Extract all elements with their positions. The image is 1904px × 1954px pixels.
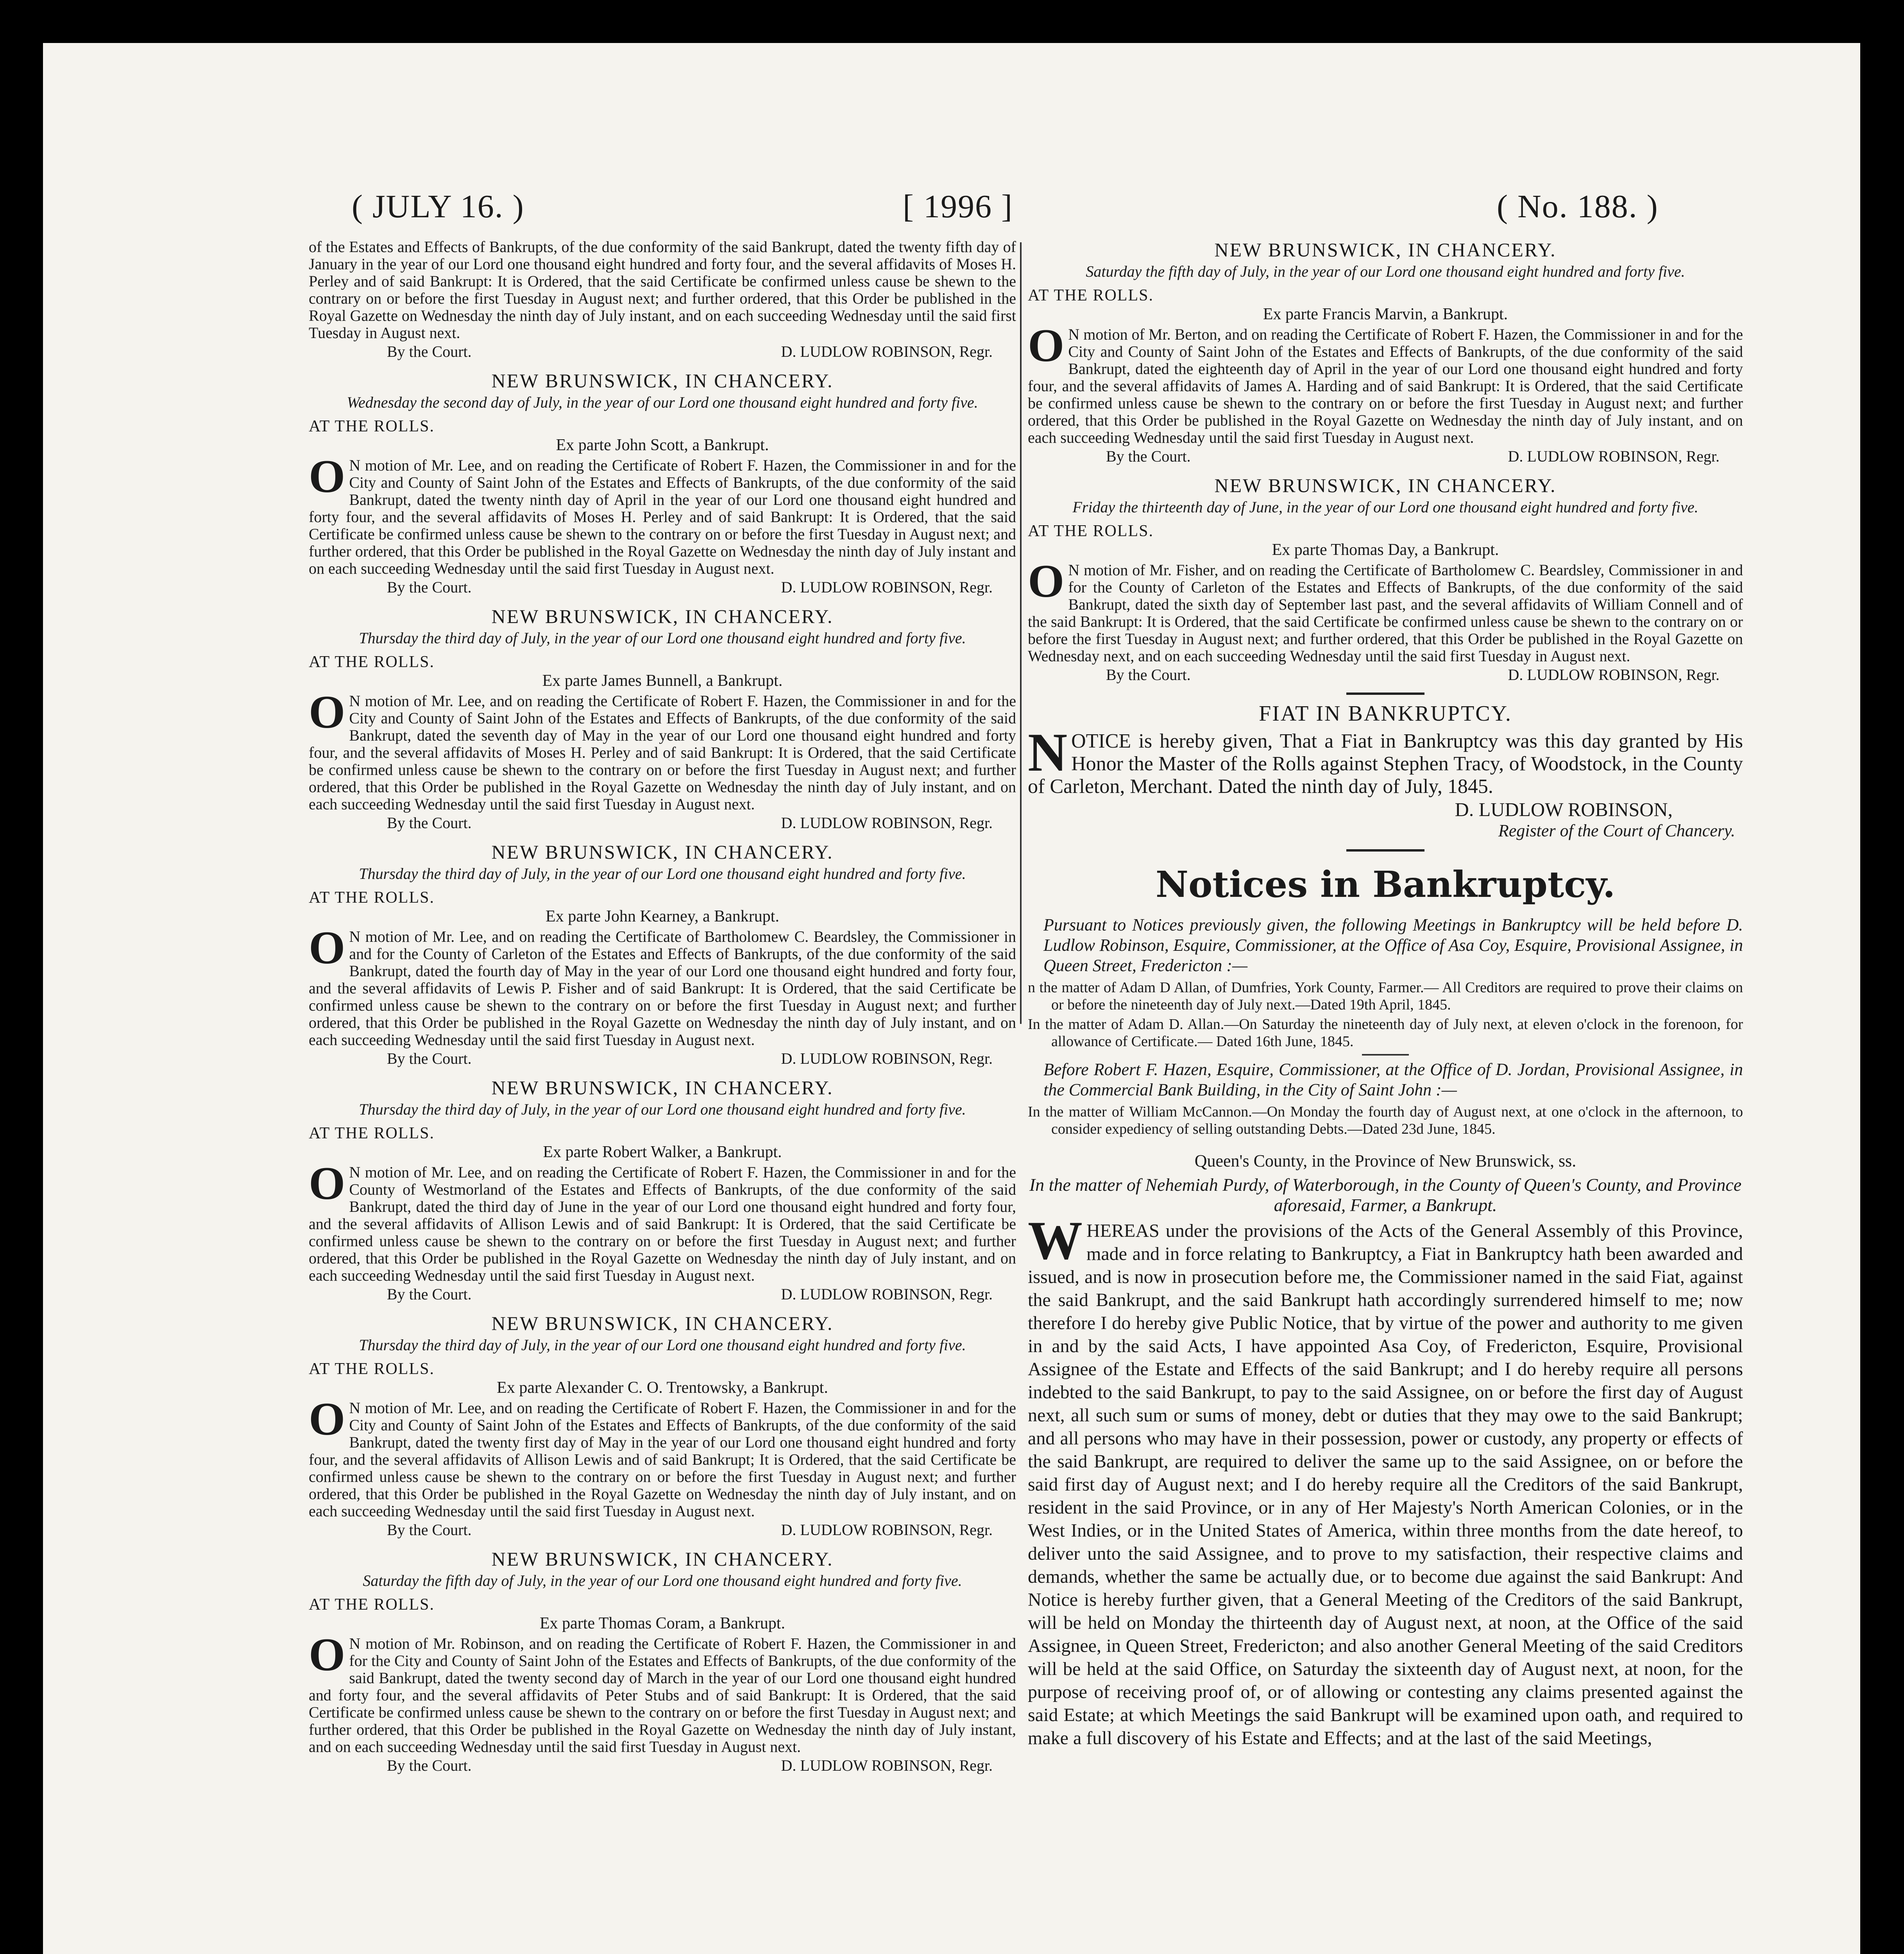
notice-body: ON motion of Mr. Lee, and on reading the Certificate of Bartholomew C. Beardsley, the Commissioner in and for the County of Carleton of the Estates and Effects of Bankrupts, of the due conformity of the said Bankrupt, dated the fourth day of May in the year of our Lord one thousand eight hundred and forty four, and the several affidavits of Lewis P. Fisher and of said Bankrupt: It is Ordered, that the said Certificate be confirmed unless cause be shewn to the contrary on or before the first Tuesday in August next; and further ordered, that this Order be published in the Royal Gazette on Wednesday the ninth day of July instant, and on each succeeding Wednesday until the said first Tuesday in August next. [309,922,1016,1049]
notice-body: ON motion of Mr. Robinson, and on reading the Certificate of Robert F. Hazen, the Commissioner in and for the City and County of Saint John of the Estates and Effects of Bankrupts, of the due conformity of the said Bankrupt, dated the twenty second day of March in the year of our Lord one thousand eight hundred and forty four, and the several affidavits of Peter Stubs and of said Bankrupt: It is Ordered, that the said Certificate be confirmed unless cause be shewn to the contrary on or before the first Tuesday in August next; and further ordered, that this Order be published in the Royal Gazette on Wednesday the ninth day of July instant, and on each succeeding Wednesday until the said first Tuesday in August next. [309,1628,1016,1755]
notice-date: Thursday the third day of July, in the year of our Lord one thousand eight hundred and forty five. [359,1336,966,1354]
notice-heading: NEW BRUNSWICK, IN CHANCERY. [491,1077,834,1099]
notice-rolls: AT THE ROLLS. [1028,286,1154,304]
notice-heading: NEW BRUNSWICK, IN CHANCERY. [491,1312,834,1334]
by-court: By the Court. [387,814,472,832]
notice-rolls: AT THE ROLLS. [309,653,435,671]
header-issue-number: ( No. 188. ) [1497,188,1659,225]
notice-signature [309,1285,1016,1303]
fiat-signature-title: Register of the Court of Chancery. [1498,821,1735,840]
notice-date: Thursday the third day of July, in the year of our Lord one thousand eight hundred and forty five. [359,865,966,882]
notice-body: of the Estates and Effects of Bankrupts, of the due conformity of the said Bankrupt, dated the twenty fifth day of January in the year of our Lord one thousand eight hundred and forty four, and the several affidavits of Moses H. Perley and of said Bankrupt: It is Ordered, that the said Certificate be confirmed unless cause be shewn to the contrary on or before the first Tuesday in August next; and further ordered, that this Order be published in the Royal Gazette on Wednesday the ninth day of July instant, and on each succeeding Wednesday until the said first Tuesday in August next. [309,238,1016,342]
notice-date: Wednesday the second day of July, in the year of our Lord one thousand eight hundred and forty five. [347,394,978,411]
notice-heading: NEW BRUNSWICK, IN CHANCERY. [491,370,834,392]
chancery-notice [309,1548,1016,1775]
notice-signature [309,814,1016,832]
fiat-signature: D. LUDLOW ROBINSON, [1455,798,1673,820]
by-court: By the Court. [1106,666,1191,684]
right-column [1028,238,1743,1954]
notice-ex-parte: Ex parte Thomas Coram, a Bankrupt. [540,1614,785,1632]
registrar: D. LUDLOW ROBINSON, Regr. [781,578,993,596]
notice-body: ON motion of Mr. Berton, and on reading the Certificate of Robert F. Hazen, the Commissioner in and for the City and County of Saint John of the Estates and Effects of Bankrupts, of the due conformity of the said Bankrupt, dated the eighteenth day of April in the year of our Lord one thousand eight hundred and forty four, and the several affidavits of James A. Harding and of said Bankrupt: It is Ordered, that the said Certificate be confirmed unless cause be shewn to the contrary on or before the first Tuesday in August next; and further ordered, that this Order be published in the Royal Gazette on Wednesday the ninth day of July instant, and on each succeeding Wednesday until the said first Tuesday in August next. [1028,319,1743,446]
notice-date: Saturday the fifth day of July, in the year of our Lord one thousand eight hundred and forty five. [363,1572,962,1589]
notice-date: Saturday the fifth day of July, in the year of our Lord one thousand eight hundred and forty five. [1086,263,1685,280]
bankruptcy-intro: Pursuant to Notices previously given, the following Meetings in Bankruptcy will be held before D. Ludlow Robinson, Esquire, Commissioner, at the Office of Asa Coy, Esquire, Provisional Assignee, in Queen Street, Fredericton :— [1043,915,1743,975]
bankruptcy-intro-2: Before Robert F. Hazen, Esquire, Commissioner, at the Office of D. Jordan, Provisional Assignee, in the Commercial Bank Building, in the City of Saint John :— [1043,1060,1743,1099]
notice-ex-parte: Ex parte Robert Walker, a Bankrupt. [543,1143,782,1161]
registrar: D. LUDLOW ROBINSON, Regr. [781,1050,993,1067]
chancery-notice [309,1076,1016,1303]
fiat-title: FIAT IN BANKRUPTCY. [1259,701,1512,726]
registrar: D. LUDLOW ROBINSON, Regr. [781,343,993,360]
left-column [309,238,1016,1954]
notice-rolls: AT THE ROLLS. [309,1124,435,1142]
chancery-notice [1028,474,1743,684]
notice-rolls: AT THE ROLLS. [309,889,435,907]
fiat-notice [1028,701,1743,841]
bankruptcy-entry: n the matter of Adam D Allan, of Dumfries, York County, Farmer.— All Creditors are required to prove their claims on or before the nineteenth day of July next.—Dated 19th April, 1845. [1028,979,1743,1013]
notice-signature [309,1049,1016,1068]
section-rule [1346,692,1424,695]
county-body: WHEREAS under the provisions of the Acts of the General Assembly of this Province, made and in force relating to Bankruptcy, a Fiat in Bankruptcy hath been awarded and issued, and is now in prosecution before me, the Commissioner named in the said Fiat, against the said Bankrupt, and the said Bankrupt hath accordingly surrendered himself to me; now therefore I do hereby give Public Notice, that by virtue of the power and authority to me given in and by the said Acts, I have appointed Asa Coy, of Fredericton, Esquire, Provisional Assignee of the Estate and Effects of the said Bankrupt; and I do hereby require all persons indebted to the said Bankrupt, to pay to the said Assignee, on or before the first day of August next, all such sum or sums of money, debt or duties that they may owe to the said Bankrupt; and all persons who may have in their possession, power or custody, any property or effects of the said Bankrupt, are required to deliver the same up to the said Assignee, on or before the said first day of August next; and I do hereby require all the Creditors of the said Bankrupt, resident in the said Province, or in any of Her Majesty's North American Colonies, or in the West Indies, or in the United States of America, within three months from the date hereof, to deliver unto the said Assignee, and to prove to my satisfaction, their respective claims and demands, whether the same be actually due, or to become due against the said Bankrupt: And Notice is hereby further given, that a General Meeting of the Creditors of the said Bankrupt, will be held on Monday the thirteenth day of August next, at noon, at the Office of the said Assignee, in Queen Street, Fredericton; and also another General Meeting of the said Creditors will be held at the said Office, on Saturday the sixteenth day of August next, at noon, for the purpose of receiving proof of, or of allowing or contesting any claims presented against the said Estate; at which Meetings the said Bankrupt will be examined upon oath, and required to make a full discovery of his Estate and Effects; and at the last of the said Meetings, [1028,1210,1743,1748]
notice-body: ON motion of Mr. Lee, and on reading the Certificate of Robert F. Hazen, the Commissioner in and for the City and County of Saint John of the Estates and Effects of Bankrupts, of the due conformity of the said Bankrupt, dated the seventh day of May in the year of our Lord one thousand eight hundred and forty four, and the several affidavits of Moses H. Perley and of said Bankrupt: It is Ordered, that the said Certificate be confirmed unless cause be shewn to the contrary on or before the first Tuesday in August next; and further ordered, that this Order be published in the Royal Gazette on Wednesday the ninth day of July instant, and on each succeeding Wednesday until the said first Tuesday in August next. [309,686,1016,813]
notice-signature [1028,447,1743,465]
header-date: ( JULY 16. ) [352,188,524,225]
registrar: D. LUDLOW ROBINSON, Regr. [781,814,993,832]
chancery-notice [309,369,1016,596]
by-court: By the Court. [387,1521,472,1539]
notice-heading: NEW BRUNSWICK, IN CHANCERY. [1214,474,1557,496]
by-court: By the Court. [1106,447,1191,465]
notice-date: Thursday the third day of July, in the year of our Lord one thousand eight hundred and forty five. [359,1100,966,1118]
notice-rolls: AT THE ROLLS. [309,1596,435,1614]
notice-heading: NEW BRUNSWICK, IN CHANCERY. [491,841,834,863]
by-court: By the Court. [387,1285,472,1303]
notice-ex-parte: Ex parte Francis Marvin, a Bankrupt. [1263,305,1508,323]
entry-rule [1362,1054,1409,1056]
chancery-notice [1028,238,1743,465]
page-header [43,188,1860,246]
by-court: By the Court. [387,343,472,360]
notice-ex-parte: Ex parte Alexander C. O. Trentowsky, a Bankrupt. [497,1379,828,1397]
notice-signature [309,1521,1016,1539]
header-page-number: [ 1996 ] [903,188,1013,225]
notice-date: Thursday the third day of July, in the year of our Lord one thousand eight hundred and forty five. [359,629,966,647]
county-matter: In the matter of Nehemiah Purdy, of Waterborough, in the County of Queen's County, and Province aforesaid, Farmer, a Bankrupt. [1029,1175,1742,1215]
notice-rolls: AT THE ROLLS. [309,1360,435,1378]
registrar: D. LUDLOW ROBINSON, Regr. [1508,666,1720,684]
continued-notice [309,238,1016,361]
bankruptcy-entry: In the matter of William McCannon.—On Monday the fourth day of August next, at one o'clock in the afternoon, to consider expediency of selling outstanding Debts.—Dated 23d June, 1845. [1028,1104,1743,1137]
column-divider [1020,242,1022,1024]
notice-body: ON motion of Mr. Lee, and on reading the Certificate of Robert F. Hazen, the Commissioner in and for the City and County of Saint John of the Estates and Effects of Bankrupts, of the due conformity of the said Bankrupt, dated the twenty first day of May in the year of our Lord one thousand eight hundred and forty four, and the several affidavits of Allison Lewis and of said Bankrupt; It is Ordered, that the said Certificate be confirmed unless cause be shewn to the contrary on or before the first Tuesday in August next; and further ordered, that this Order be published in the Royal Gazette on Wednesday the ninth day of July instant, and on each succeeding Wednesday until the said first Tuesday in August next. [309,1393,1016,1520]
notice-ex-parte: Ex parte John Scott, a Bankrupt. [556,436,769,454]
notice-body: ON motion of Mr. Lee, and on reading the Certificate of Robert F. Hazen, the Commissioner in and for the County of Westmorland of the Estates and Effects of Bankrupts, of the due conformity of the said Bankrupt, dated the third day of June in the year of our Lord one thousand eight hundred and forty four, and the several affidavits of Allison Lewis and of said Bankrupt: It is Ordered, that the said Certificate be confirmed unless cause be shewn to the contrary on or before the first Tuesday in August next; and further ordered, that this Order be published in the Royal Gazette on Wednesday the ninth day of July instant, and on each succeeding Wednesday until the said first Tuesday in August next. [309,1157,1016,1284]
chancery-notice [309,1312,1016,1539]
notice-signature [309,342,1016,361]
notice-heading: NEW BRUNSWICK, IN CHANCERY. [491,1548,834,1570]
chancery-notice [309,605,1016,832]
registrar: D. LUDLOW ROBINSON, Regr. [781,1285,993,1303]
by-court: By the Court. [387,1757,472,1774]
by-court: By the Court. [387,578,472,596]
notice-rolls: AT THE ROLLS. [309,417,435,435]
bankruptcy-entry: In the matter of Adam D. Allan.—On Saturday the nineteenth day of July next, at eleven o'clock in the forenoon, for allowance of Certificate.— Dated 16th June, 1845. [1028,1016,1743,1050]
notice-body: ON motion of Mr. Fisher, and on reading the Certificate of Bartholomew C. Beardsley, Commissioner in and for the County of Carleton of the Estates and Effects of Bankrupts, of the due conformity of the said Bankrupt, dated the sixth day of September last past, and the several affidavits of William Connell and of the said Bankrupt: It is Ordered, that the said Certificate be confirmed unless cause be shewn to the contrary on or before the first Tuesday in August next; and further ordered, that this Order be published in the Royal Gazette on Wednesday next, and on each succeeding Wednesday until the said first Tuesday in August next. [1028,555,1743,665]
notice-date: Friday the thirteenth day of June, in the year of our Lord one thousand eight hundred and forty five. [1072,498,1698,516]
by-court: By the Court. [387,1050,472,1067]
notice-ex-parte: Ex parte John Kearney, a Bankrupt. [546,907,779,925]
notice-ex-parte: Ex parte Thomas Day, a Bankrupt. [1272,541,1499,559]
registrar: D. LUDLOW ROBINSON, Regr. [781,1521,993,1539]
notice-heading: NEW BRUNSWICK, IN CHANCERY. [1214,239,1557,261]
notices-in-bankruptcy-title: Notices in Bankruptcy. [1155,863,1616,905]
notice-signature [309,578,1016,596]
fiat-body: NOTICE is hereby given, That a Fiat in Bankruptcy was this day granted by His Honor the Master of the Rolls against Stephen Tracy, of Woodstock, in the County of Carleton, Merchant. Dated the ninth day of July, 1845. [1028,722,1743,798]
notice-signature [1028,666,1743,684]
newspaper-page [43,43,1860,1954]
chancery-notice [309,841,1016,1068]
registrar: D. LUDLOW ROBINSON, Regr. [781,1757,993,1774]
notice-signature [309,1756,1016,1775]
section-rule [1346,849,1424,852]
notice-ex-parte: Ex parte James Bunnell, a Bankrupt. [542,672,783,690]
notice-heading: NEW BRUNSWICK, IN CHANCERY. [491,605,834,627]
registrar: D. LUDLOW ROBINSON, Regr. [1508,447,1720,465]
notice-rolls: AT THE ROLLS. [1028,522,1154,540]
notice-body: ON motion of Mr. Lee, and on reading the Certificate of Robert F. Hazen, the Commissioner in and for the City and County of Saint John of the Estates and Effects of Bankrupts, of the due conformity of the said Bankrupt, dated the twenty ninth day of April in the year of our Lord one thousand eight hundred and forty four, and the several affidavits of Moses H. Perley and of said Bankrupt: It is Ordered, that the said Certificate be confirmed unless cause be shewn to the contrary on or before the first Tuesday in August next; and further ordered, that this Order be published in the Royal Gazette on Wednesday the ninth day of July instant and on each succeeding Wednesday until the said first Tuesday in August next. [309,450,1016,577]
county-heading: Queen's County, in the Province of New Brunswick, ss. [1194,1151,1577,1170]
